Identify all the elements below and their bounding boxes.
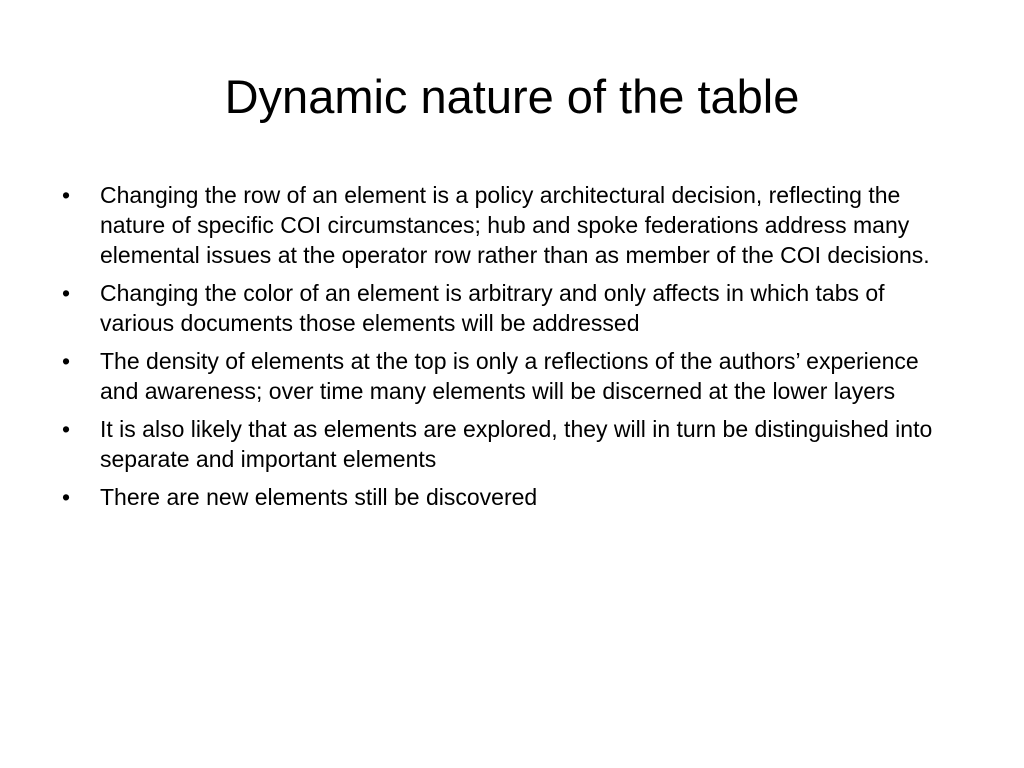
bullet-item [62, 346, 962, 406]
bullet-dot-icon: • [62, 280, 71, 306]
bullet-text: There are new elements still be discovered [100, 484, 538, 510]
bullet-list [62, 180, 962, 520]
bullet-text: Changing the row of an element is a policy architectural decision, reflecting the nature of specific COI circumstances; hub and spoke federations address many elemental issues at the operator row rather than as member of the COI decisions. [100, 182, 930, 268]
bullet-item [62, 180, 962, 270]
bullet-text: It is also likely that as elements are explored, they will in turn be distinguished into separate and important elements [100, 416, 933, 472]
bullet-item [62, 278, 962, 338]
bullet-text: Changing the color of an element is arbitrary and only affects in which tabs of various documents those elements will be addressed [100, 280, 885, 336]
bullet-dot-icon: • [62, 416, 71, 442]
bullet-dot-icon: • [62, 348, 71, 374]
bullet-item [62, 482, 962, 512]
bullet-text: The density of elements at the top is only a reflections of the authors’ experience and awareness; over time many elements will be discerned at the lower layers [100, 348, 919, 404]
slide-title: Dynamic nature of the table [224, 70, 800, 123]
bullet-item [62, 414, 962, 474]
bullet-dot-icon: • [62, 182, 71, 208]
bullet-dot-icon: • [62, 484, 71, 510]
